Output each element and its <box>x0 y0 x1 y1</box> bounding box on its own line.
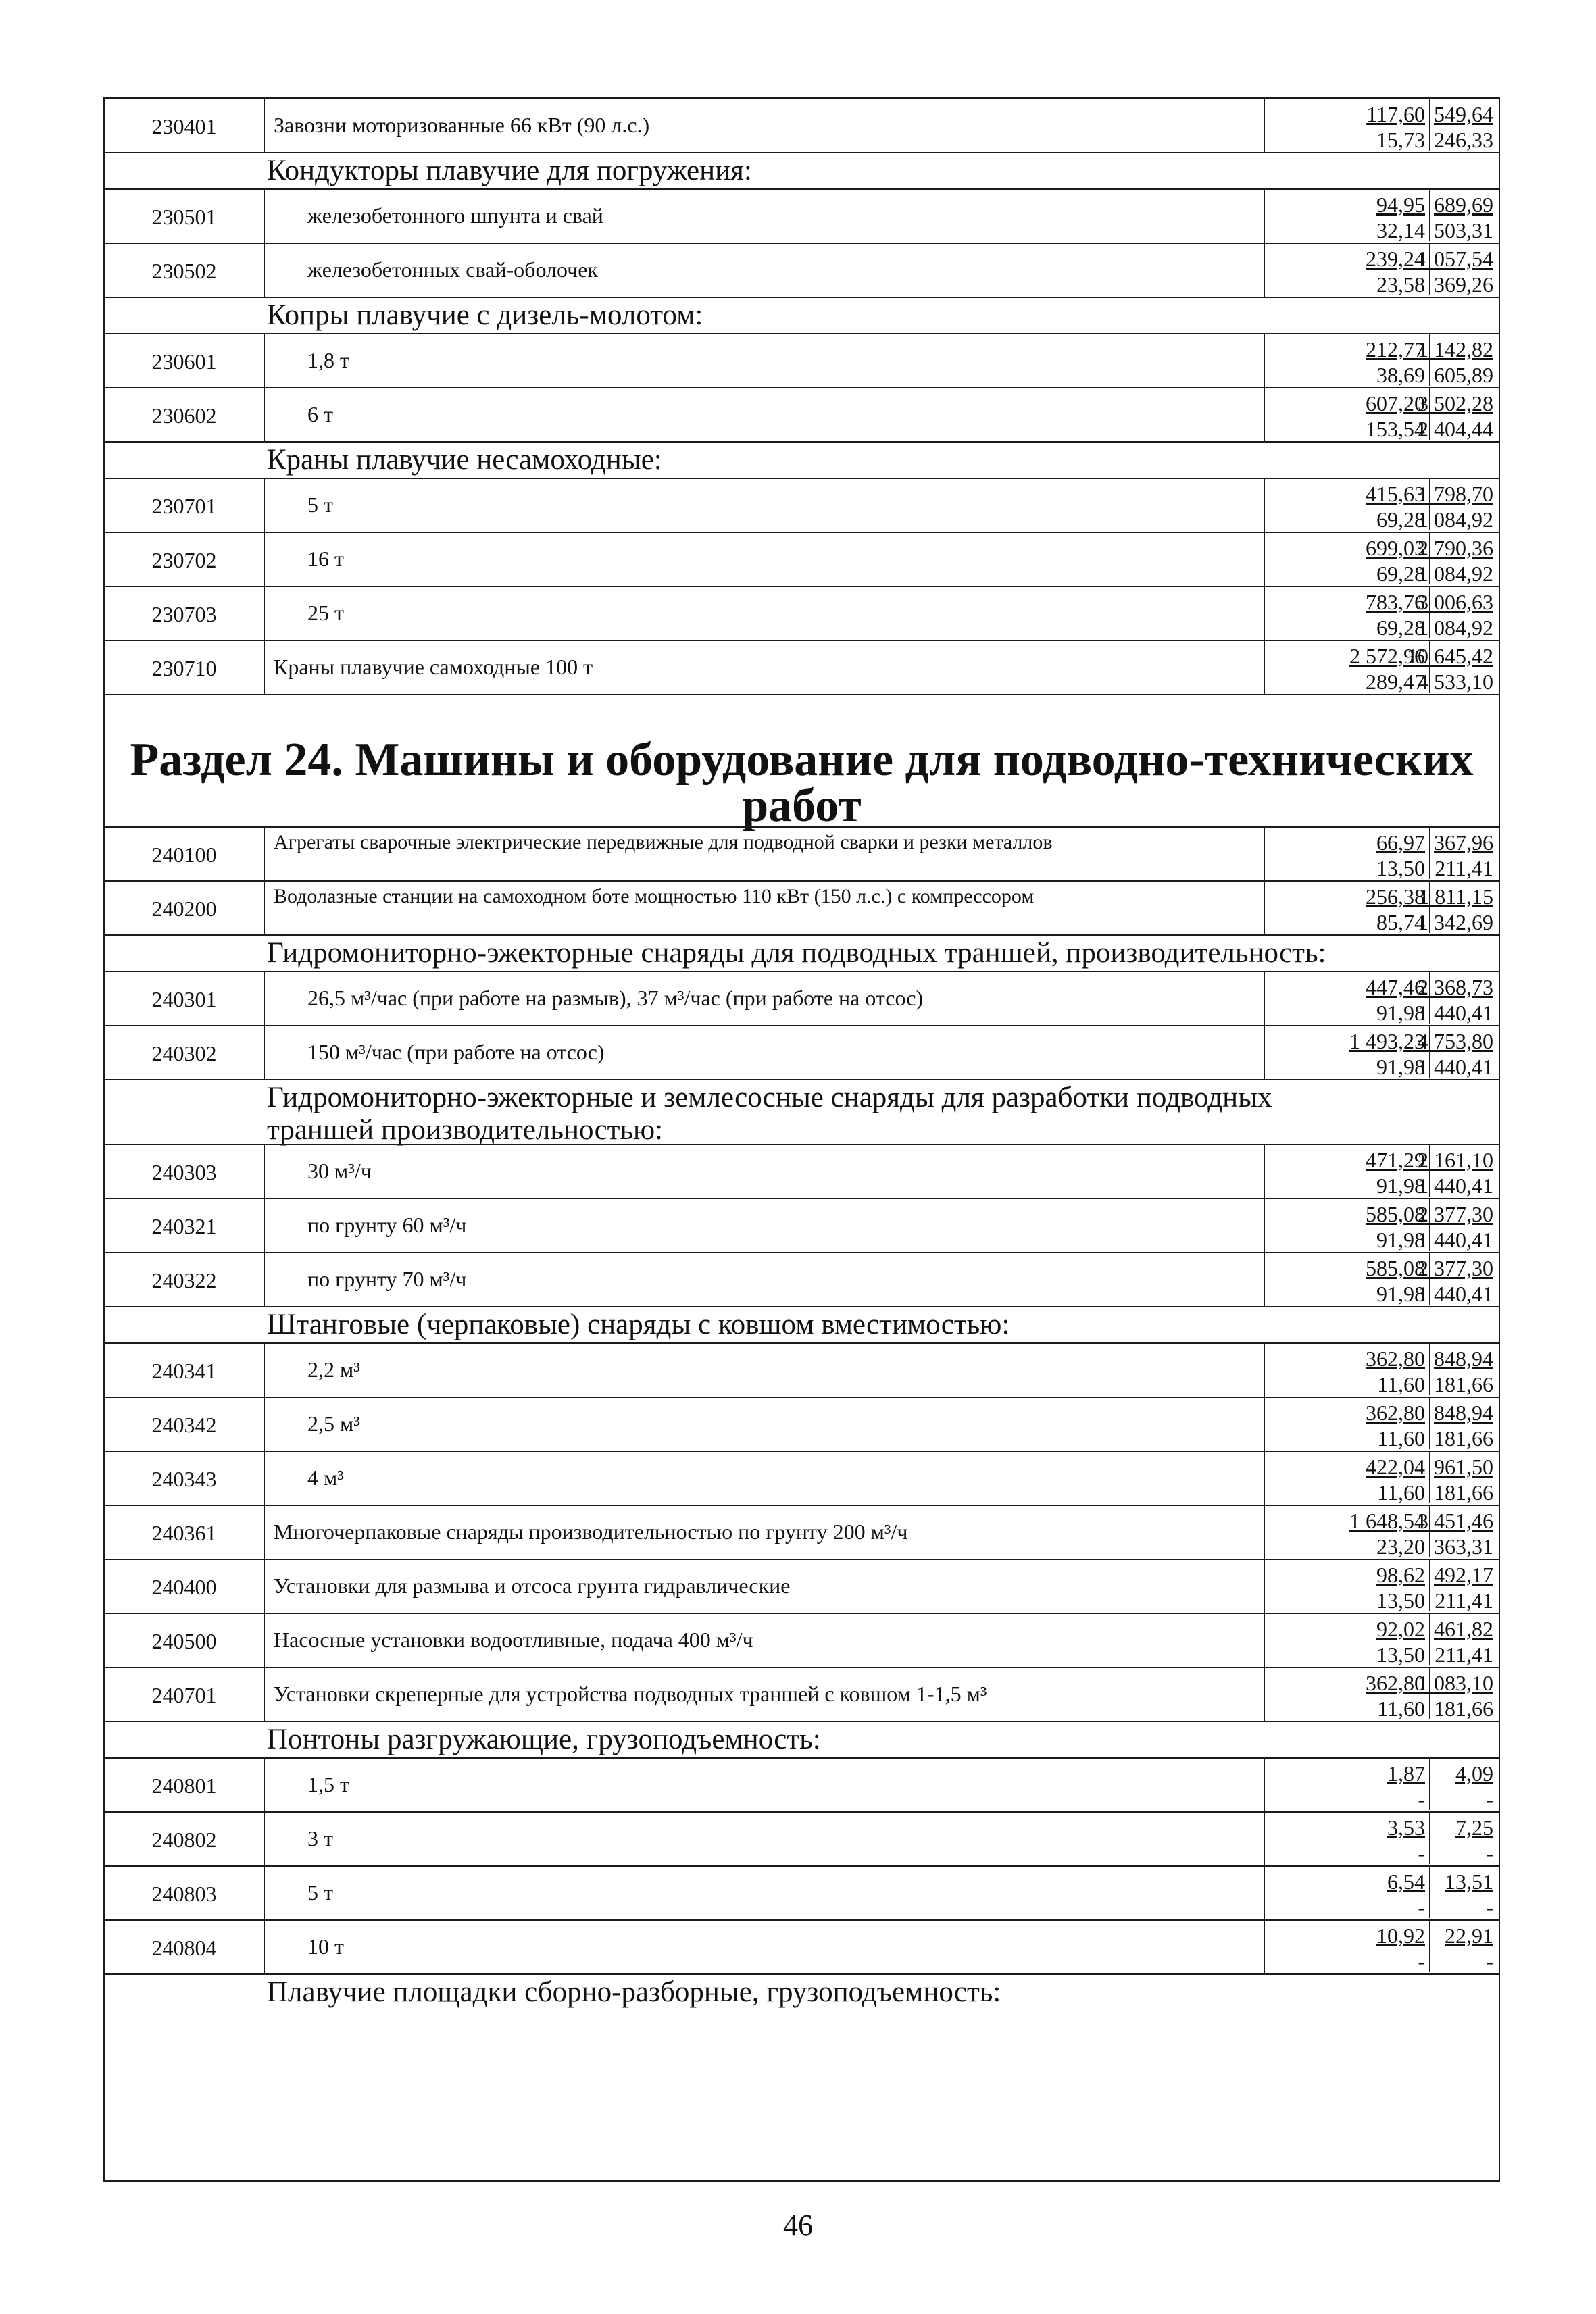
column-divider <box>264 587 265 640</box>
value-cost-3: 1 083,10 <box>1418 1671 1493 1695</box>
group-header-row <box>105 1973 1499 2010</box>
group-header <box>267 1082 1272 1147</box>
table-row <box>105 1198 1499 1252</box>
column-divider <box>264 334 265 387</box>
column-divider <box>1429 99 1430 151</box>
column-divider <box>1429 1026 1430 1078</box>
value-cost-4: 369,26 <box>1434 272 1493 297</box>
group-header-line: Гидромониторно-эжекторные и землесосные снаряды для разработки подводных <box>267 1082 1272 1113</box>
column-divider <box>264 1253 265 1306</box>
item-name: Водолазные станции на самоходном боте мощностью 110 кВт (150 л.с.) с компрессором <box>274 885 1034 907</box>
table-row <box>105 1667 1499 1721</box>
section-block <box>105 694 1499 832</box>
value-cost-3: 1 811,15 <box>1418 884 1493 909</box>
item-name: по грунту 60 м³/ч <box>307 1213 467 1237</box>
value-cost-4: 1 440,41 <box>1418 1282 1493 1306</box>
value-cost-2: 91,98 <box>1376 1001 1425 1025</box>
value-cost-4: 246,33 <box>1434 128 1493 152</box>
value-cost-4: 1 084,92 <box>1418 507 1493 532</box>
value-cost-4: 211,41 <box>1435 1642 1493 1667</box>
column-divider <box>264 1026 265 1079</box>
table-row <box>105 333 1499 387</box>
value-cost-4: 211,41 <box>1435 1588 1493 1613</box>
group-header-row <box>105 934 1499 971</box>
group-header-row <box>105 1721 1499 1757</box>
group-header: Понтоны разгружающие, грузоподъемность: <box>267 1724 821 1755</box>
item-code: 240400 <box>151 1575 217 1599</box>
column-divider <box>264 1452 265 1505</box>
value-cost-3: 1 798,70 <box>1418 482 1493 506</box>
value-cost-1: 362,80 <box>1366 1671 1425 1695</box>
value-cost-4: 181,66 <box>1434 1696 1493 1721</box>
value-cost-4: 4 533,10 <box>1418 670 1493 694</box>
value-cost-2: 11,60 <box>1377 1372 1425 1397</box>
value-cost-3: 10 645,42 <box>1407 644 1493 668</box>
value-cost-1: 447,46 <box>1366 975 1425 999</box>
value-cost-2: 91,98 <box>1376 1282 1425 1306</box>
table-row <box>105 532 1499 586</box>
value-cost-1: 1 648,54 <box>1349 1509 1425 1533</box>
column-divider <box>264 1867 265 1919</box>
column-divider <box>1429 1199 1430 1251</box>
column-divider <box>264 1145 265 1198</box>
value-cost-3: 492,17 <box>1434 1563 1493 1587</box>
value-cost-1: 3,53 <box>1387 1815 1425 1840</box>
table-row <box>105 1342 1499 1397</box>
group-header: Гидромониторно-эжекторные снаряды для подводных траншей, производительность: <box>267 937 1326 969</box>
group-header: Плавучие площадки сборно-разборные, грузоподъемность: <box>267 1976 1001 2008</box>
column-divider <box>1429 1867 1430 1918</box>
value-cost-1: 699,03 <box>1366 536 1425 560</box>
section-title-cont: работ <box>742 780 862 832</box>
value-cost-2: - <box>1418 1841 1425 1865</box>
column-divider <box>264 882 265 934</box>
value-cost-4: 181,66 <box>1434 1426 1493 1451</box>
table-row <box>105 478 1499 532</box>
table-row <box>105 188 1499 243</box>
table-row <box>105 1559 1499 1613</box>
item-code: 230601 <box>151 349 217 374</box>
value-cost-2: 11,60 <box>1377 1696 1425 1721</box>
column-divider <box>264 190 265 243</box>
table-row <box>105 1397 1499 1451</box>
column-divider <box>1429 828 1430 879</box>
column-divider <box>1429 1344 1430 1395</box>
item-code: 240500 <box>151 1629 217 1653</box>
value-cost-3: 2 377,30 <box>1418 1256 1493 1280</box>
section-title: Раздел 24. Машины и оборудование для подводно-технических <box>130 734 1474 786</box>
value-cost-1: 117,60 <box>1366 102 1425 126</box>
item-code: 240802 <box>151 1828 217 1852</box>
value-cost-4: 1 440,41 <box>1418 1228 1493 1252</box>
item-name: Завозни моторизованные 66 кВт (90 л.с.) <box>274 113 650 137</box>
value-cost-1: 94,95 <box>1376 193 1425 217</box>
value-cost-1: 98,62 <box>1376 1563 1425 1587</box>
value-cost-2: 11,60 <box>1377 1426 1425 1451</box>
value-cost-2: 69,28 <box>1376 507 1425 532</box>
value-cost-1: 1 493,23 <box>1349 1029 1425 1053</box>
value-cost-2: 85,74 <box>1376 910 1425 934</box>
value-cost-1: 415,63 <box>1366 482 1425 506</box>
value-cost-1: 2 572,96 <box>1349 644 1425 668</box>
item-code: 230703 <box>151 602 217 626</box>
item-name: Агрегаты сварочные электрические передвижные для подводной сварки и резки металлов <box>274 831 1053 853</box>
value-cost-3: 13,51 <box>1445 1869 1493 1894</box>
table-row <box>105 640 1499 694</box>
value-cost-2: 91,98 <box>1376 1055 1425 1079</box>
group-header-row <box>105 1079 1499 1144</box>
value-cost-1: 585,08 <box>1366 1256 1425 1280</box>
value-cost-2: - <box>1418 1787 1425 1811</box>
value-cost-3: 848,94 <box>1434 1347 1493 1371</box>
value-cost-3: 1 057,54 <box>1418 247 1493 271</box>
column-divider <box>264 1668 265 1721</box>
item-code: 230702 <box>151 548 217 572</box>
item-name: 5 т <box>307 1880 333 1905</box>
value-cost-2: 23,20 <box>1376 1534 1425 1559</box>
value-cost-2: 289,47 <box>1366 670 1425 694</box>
table-row <box>105 1451 1499 1505</box>
value-cost-1: 607,20 <box>1366 391 1425 416</box>
item-name: 4 м³ <box>307 1465 344 1490</box>
value-cost-1: 256,38 <box>1366 884 1425 909</box>
value-cost-3: 3 006,63 <box>1418 590 1493 614</box>
value-cost-1: 585,08 <box>1366 1202 1425 1226</box>
column-divider <box>264 828 265 880</box>
group-header-row <box>105 152 1499 188</box>
column-divider <box>1429 244 1430 295</box>
value-cost-4: - <box>1486 1841 1493 1865</box>
column-divider <box>1429 1452 1430 1503</box>
table-row <box>105 880 1499 934</box>
item-name: 16 т <box>307 547 344 571</box>
item-name: 10 т <box>307 1934 344 1959</box>
value-cost-4: 181,66 <box>1434 1480 1493 1505</box>
value-cost-2: 32,14 <box>1376 218 1425 243</box>
table-row <box>105 826 1499 880</box>
group-header: Краны плавучие несамоходные: <box>267 444 662 476</box>
value-cost-4: 1 342,69 <box>1418 910 1493 934</box>
table-row <box>105 586 1499 640</box>
column-divider <box>264 99 265 152</box>
column-divider <box>264 1506 265 1559</box>
item-code: 230710 <box>151 656 217 680</box>
column-divider <box>1429 1668 1430 1719</box>
column-divider <box>264 1560 265 1613</box>
value-cost-1: 362,80 <box>1366 1401 1425 1425</box>
value-cost-3: 4 753,80 <box>1418 1029 1493 1053</box>
item-name: железобетонного шпунта и свай <box>307 203 603 228</box>
item-name: 26,5 м³/час (при работе на размыв), 37 м³/час (при работе на отсос) <box>307 986 924 1010</box>
column-divider <box>264 641 265 694</box>
column-divider <box>1429 1813 1430 1864</box>
page-number: 46 <box>783 2209 813 2242</box>
value-cost-4: 503,31 <box>1434 218 1493 243</box>
table-row <box>105 1919 1499 1973</box>
table-row <box>105 1865 1499 1919</box>
item-name: Краны плавучие самоходные 100 т <box>274 655 593 679</box>
item-name: 6 т <box>307 402 333 426</box>
value-cost-2: - <box>1418 1895 1425 1919</box>
item-code: 240803 <box>151 1882 217 1906</box>
value-cost-3: 2 161,10 <box>1418 1148 1493 1172</box>
value-cost-4: 605,89 <box>1434 363 1493 387</box>
item-code: 230602 <box>151 403 217 428</box>
column-divider <box>1429 1145 1430 1197</box>
value-cost-2: 15,73 <box>1376 128 1425 152</box>
column-divider <box>264 1398 265 1451</box>
item-code: 240801 <box>151 1774 217 1798</box>
column-divider <box>1429 533 1430 584</box>
value-cost-3: 3 502,28 <box>1418 391 1493 416</box>
group-header-line: траншей производительностью: <box>267 1114 664 1146</box>
item-code: 240343 <box>151 1467 217 1491</box>
value-cost-2: 23,58 <box>1376 272 1425 297</box>
table-row <box>105 1613 1499 1667</box>
value-cost-4: 181,66 <box>1434 1372 1493 1397</box>
value-cost-3: 848,94 <box>1434 1401 1493 1425</box>
value-cost-2: 69,28 <box>1376 615 1425 640</box>
column-divider <box>264 244 265 297</box>
value-cost-3: 7,25 <box>1455 1815 1493 1840</box>
item-code: 240321 <box>151 1214 217 1238</box>
item-code: 240100 <box>151 842 217 867</box>
item-name: Установки скреперные для устройства подводных траншей с ковшом 1-1,5 м³ <box>274 1682 987 1706</box>
item-code: 240701 <box>151 1683 217 1707</box>
value-cost-2: 13,50 <box>1376 856 1425 880</box>
table-row <box>105 1505 1499 1559</box>
item-name: 2,5 м³ <box>307 1411 360 1436</box>
price-table <box>103 97 1500 2182</box>
column-divider <box>264 972 265 1025</box>
column-divider <box>1429 1253 1430 1305</box>
item-code: 230401 <box>151 114 217 139</box>
column-divider <box>264 1614 265 1667</box>
item-name: Установки для размыва и отсоса грунта гидравлические <box>274 1574 791 1598</box>
item-code: 240361 <box>151 1521 217 1545</box>
item-code: 230501 <box>151 205 217 229</box>
value-cost-3: 4,09 <box>1455 1761 1493 1786</box>
value-cost-4: 1 440,41 <box>1418 1001 1493 1025</box>
item-code: 230701 <box>151 494 217 518</box>
column-divider <box>1429 1921 1430 1972</box>
item-name: 1,5 т <box>307 1772 349 1796</box>
item-code: 240200 <box>151 897 217 921</box>
item-name: 30 м³/ч <box>307 1159 372 1183</box>
group-header-row <box>105 441 1499 478</box>
value-cost-1: 783,76 <box>1366 590 1425 614</box>
value-cost-3: 367,96 <box>1434 830 1493 855</box>
value-cost-4: - <box>1486 1787 1493 1811</box>
item-name: 2,2 м³ <box>307 1357 360 1382</box>
column-divider <box>1429 1506 1430 1557</box>
value-cost-1: 10,92 <box>1376 1923 1425 1948</box>
table-row <box>105 1252 1499 1306</box>
table-row <box>105 1025 1499 1079</box>
table-row <box>105 1757 1499 1811</box>
table-row <box>105 387 1499 441</box>
item-name: 150 м³/час (при работе на отсос) <box>307 1040 605 1064</box>
value-cost-2: 91,98 <box>1376 1228 1425 1252</box>
group-header: Копры плавучие с дизель-молотом: <box>267 299 703 331</box>
item-code: 240342 <box>151 1413 217 1437</box>
item-name: 1,8 т <box>307 348 349 372</box>
value-cost-3: 2 377,30 <box>1418 1202 1493 1226</box>
value-cost-1: 239,24 <box>1366 247 1425 271</box>
item-code: 240804 <box>151 1936 217 1960</box>
table-row <box>105 243 1499 297</box>
value-cost-4: 1 084,92 <box>1418 615 1493 640</box>
group-header: Штанговые (черпаковые) снаряды с ковшом вместимостью: <box>267 1309 1010 1340</box>
column-divider <box>1429 479 1430 530</box>
item-code: 240303 <box>151 1160 217 1184</box>
column-divider <box>264 388 265 441</box>
table-row <box>105 1811 1499 1865</box>
item-name: 3 т <box>307 1826 333 1851</box>
value-cost-4: 363,31 <box>1434 1534 1493 1559</box>
column-divider <box>1429 334 1430 386</box>
item-code: 230502 <box>151 259 217 283</box>
column-divider <box>264 1921 265 1973</box>
column-divider <box>264 1759 265 1811</box>
value-cost-4: - <box>1486 1895 1493 1919</box>
value-cost-1: 362,80 <box>1366 1347 1425 1371</box>
item-name: Многочерпаковые снаряды производительностью по грунту 200 м³/ч <box>274 1519 908 1544</box>
value-cost-4: 2 404,44 <box>1418 417 1493 441</box>
value-cost-1: 422,04 <box>1366 1455 1425 1479</box>
value-cost-2: 91,98 <box>1376 1174 1425 1198</box>
value-cost-3: 1 142,82 <box>1418 337 1493 361</box>
value-cost-3: 2 368,73 <box>1418 975 1493 999</box>
value-cost-3: 961,50 <box>1434 1455 1493 1479</box>
value-cost-2: 13,50 <box>1376 1642 1425 1667</box>
value-cost-2: 69,28 <box>1376 561 1425 586</box>
item-name: железобетонных свай-оболочек <box>307 257 598 282</box>
group-header-row <box>105 297 1499 333</box>
table-row <box>105 98 1499 152</box>
column-divider <box>1429 1560 1430 1611</box>
group-header: Кондукторы плавучие для погружения: <box>267 155 752 186</box>
column-divider <box>1429 388 1430 440</box>
column-divider <box>264 1344 265 1397</box>
column-divider <box>264 479 265 532</box>
value-cost-2: 38,69 <box>1376 363 1425 387</box>
value-cost-1: 92,02 <box>1376 1617 1425 1641</box>
value-cost-2: 13,50 <box>1376 1588 1425 1613</box>
item-name: 5 т <box>307 493 333 517</box>
value-cost-4: 1 440,41 <box>1418 1055 1493 1079</box>
column-divider <box>1429 641 1430 693</box>
column-divider <box>1429 587 1430 638</box>
value-cost-4: 1 440,41 <box>1418 1174 1493 1198</box>
group-header-row <box>105 1306 1499 1342</box>
item-code: 240301 <box>151 987 217 1011</box>
value-cost-1: 66,97 <box>1376 830 1425 855</box>
item-code: 240341 <box>151 1359 217 1383</box>
column-divider <box>1429 1398 1430 1449</box>
value-cost-1: 1,87 <box>1387 1761 1425 1786</box>
value-cost-4: 1 084,92 <box>1418 561 1493 586</box>
column-divider <box>1429 1614 1430 1665</box>
value-cost-1: 212,77 <box>1366 337 1425 361</box>
column-divider <box>1429 882 1430 933</box>
item-code: 240302 <box>151 1041 217 1065</box>
item-name: Насосные установки водоотливные, подача 400 м³/ч <box>274 1628 753 1652</box>
value-cost-2: 153,54 <box>1366 417 1425 441</box>
value-cost-1: 471,29 <box>1366 1148 1425 1172</box>
column-divider <box>264 1813 265 1865</box>
value-cost-1: 6,54 <box>1387 1869 1425 1894</box>
column-divider <box>264 533 265 586</box>
value-cost-4: 211,41 <box>1435 856 1493 880</box>
value-cost-3: 2 790,36 <box>1418 536 1493 560</box>
value-cost-3: 689,69 <box>1434 193 1493 217</box>
value-cost-3: 549,64 <box>1434 102 1493 126</box>
table-row <box>105 1144 1499 1198</box>
column-divider <box>1429 1759 1430 1810</box>
column-divider <box>1429 190 1430 241</box>
table-row <box>105 971 1499 1025</box>
column-divider <box>1429 972 1430 1024</box>
item-code: 240322 <box>151 1268 217 1292</box>
column-divider <box>264 1199 265 1252</box>
value-cost-3: 461,82 <box>1434 1617 1493 1641</box>
value-cost-2: - <box>1418 1949 1425 1973</box>
value-cost-2: 11,60 <box>1377 1480 1425 1505</box>
item-name: 25 т <box>307 601 344 625</box>
value-cost-3: 3 451,46 <box>1418 1509 1493 1533</box>
value-cost-4: - <box>1486 1949 1493 1973</box>
item-name: по грунту 70 м³/ч <box>307 1267 467 1291</box>
value-cost-3: 22,91 <box>1445 1923 1493 1948</box>
